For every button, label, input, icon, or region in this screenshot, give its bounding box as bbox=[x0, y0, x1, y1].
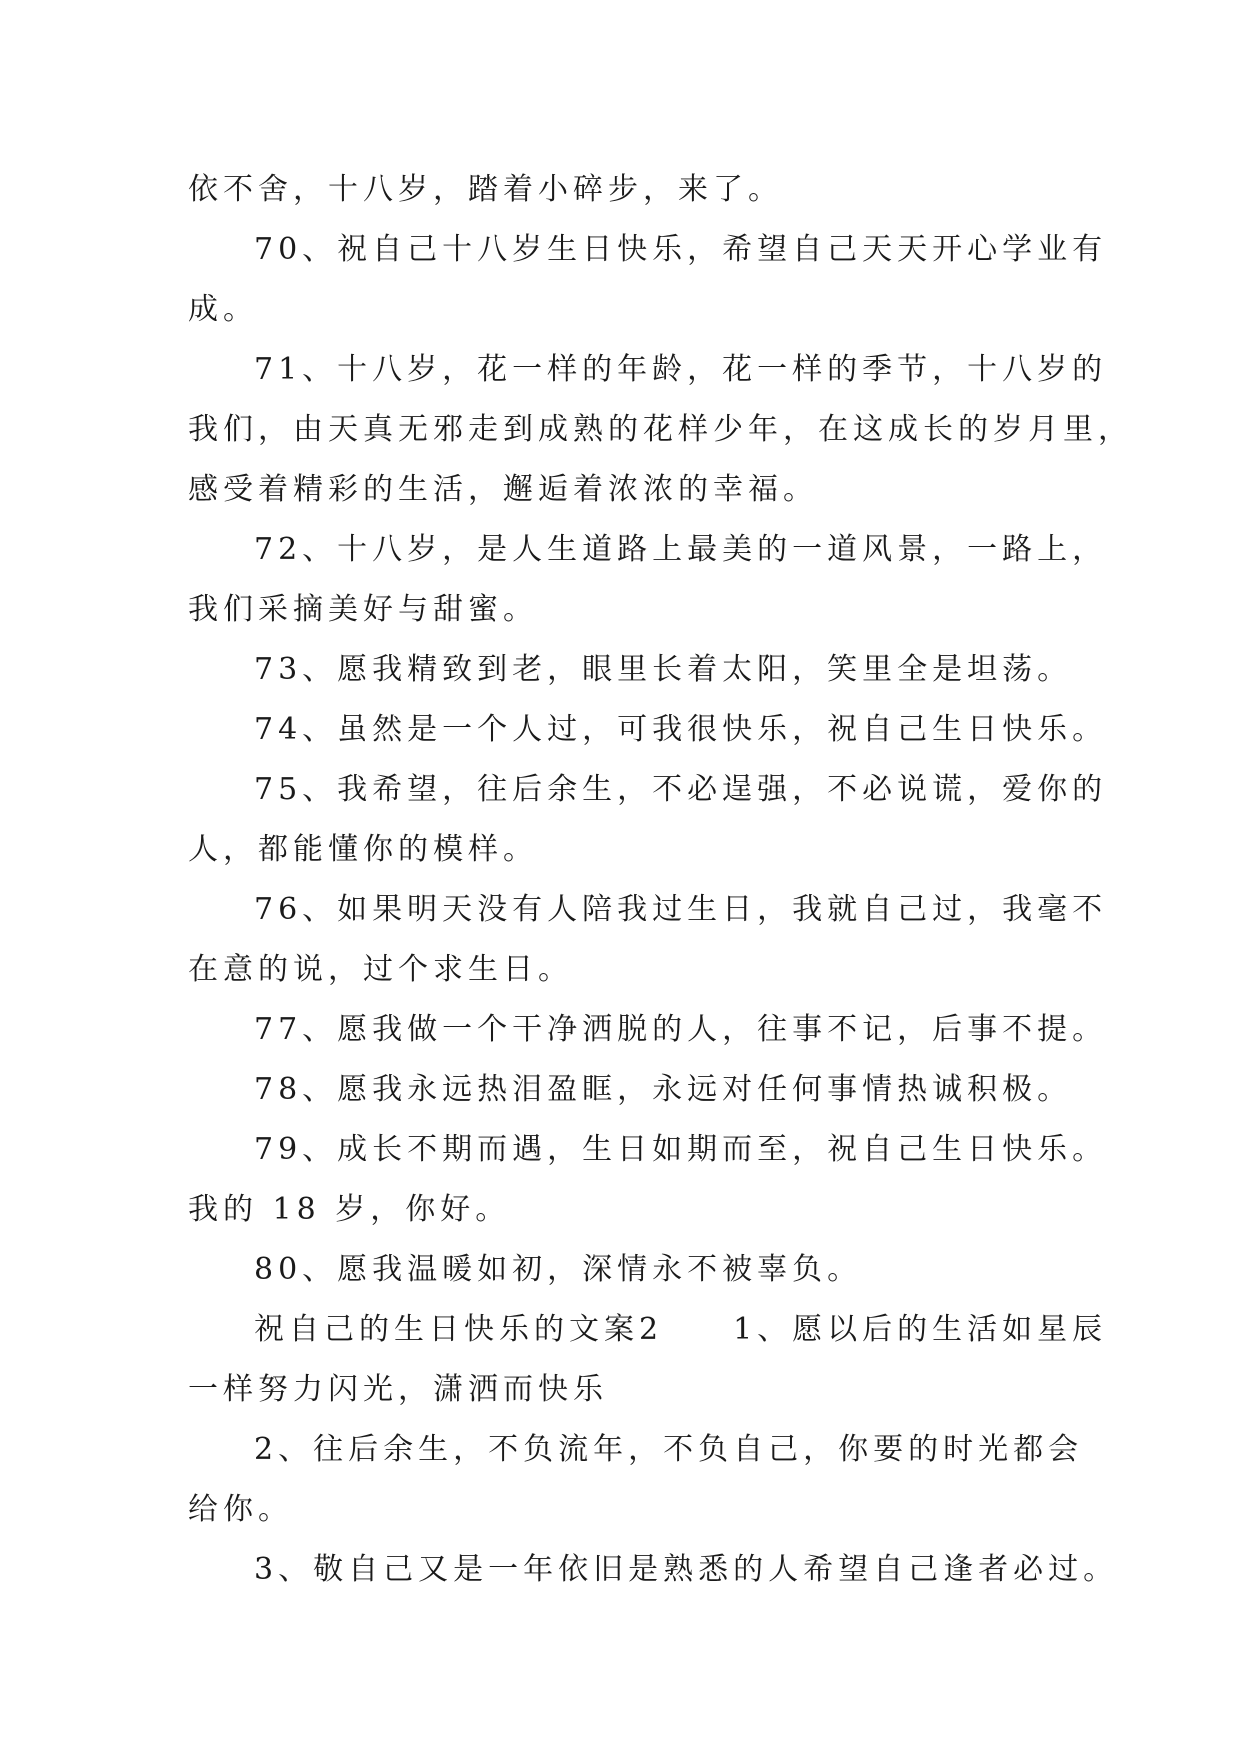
text-line: 在意的说，过个求生日。 bbox=[188, 952, 573, 987]
text-line: 祝自己的生日快乐的文案2 1、愿以后的生活如星辰 bbox=[254, 1312, 1108, 1347]
text-line: 78、愿我永远热泪盈眶，永远对任何事情热诚积极。 bbox=[254, 1072, 1073, 1107]
text-line: 3、敬自己又是一年依旧是熟悉的人希望自己逢者必过。 bbox=[254, 1552, 1119, 1587]
text-line: 2、往后余生，不负流年，不负自己，你要的时光都会 bbox=[254, 1432, 1084, 1467]
text-line: 72、十八岁，是人生道路上最美的一道风景，一路上， bbox=[254, 532, 1108, 567]
text-line: 我们采摘美好与甜蜜。 bbox=[188, 592, 538, 627]
text-line: 我的 18 岁，你好。 bbox=[188, 1192, 511, 1227]
document-body bbox=[188, 160, 1133, 1600]
text-line: 79、成长不期而遇，生日如期而至，祝自己生日快乐。 bbox=[254, 1132, 1108, 1167]
text-line: 80、愿我温暖如初，深情永不被辜负。 bbox=[254, 1252, 863, 1287]
text-line: 73、愿我精致到老，眼里长着太阳，笑里全是坦荡。 bbox=[254, 652, 1073, 687]
text-line: 成。 bbox=[188, 292, 258, 327]
text-line: 77、愿我做一个干净洒脱的人，往事不记，后事不提。 bbox=[254, 1012, 1108, 1047]
text-line: 71、十八岁，花一样的年龄，花一样的季节，十八岁的 bbox=[254, 352, 1108, 387]
text-line: 74、虽然是一个人过，可我很快乐，祝自己生日快乐。 bbox=[254, 712, 1108, 747]
text-line: 76、如果明天没有人陪我过生日，我就自己过，我毫不 bbox=[254, 892, 1108, 927]
text-line: 我们，由天真无邪走到成熟的花样少年，在这成长的岁月里， bbox=[188, 412, 1133, 447]
text-line: 70、祝自己十八岁生日快乐，希望自己天天开心学业有 bbox=[254, 232, 1108, 267]
text-line: 75、我希望，往后余生，不必逞强，不必说谎，爱你的 bbox=[254, 772, 1108, 807]
text-line: 一样努力闪光，潇洒而快乐 bbox=[188, 1372, 608, 1407]
text-line: 感受着精彩的生活，邂逅着浓浓的幸福。 bbox=[188, 472, 818, 507]
text-line: 给你。 bbox=[188, 1492, 293, 1527]
text-line: 人，都能懂你的模样。 bbox=[188, 832, 538, 867]
text-line: 依不舍，十八岁，踏着小碎步，来了。 bbox=[188, 172, 783, 207]
